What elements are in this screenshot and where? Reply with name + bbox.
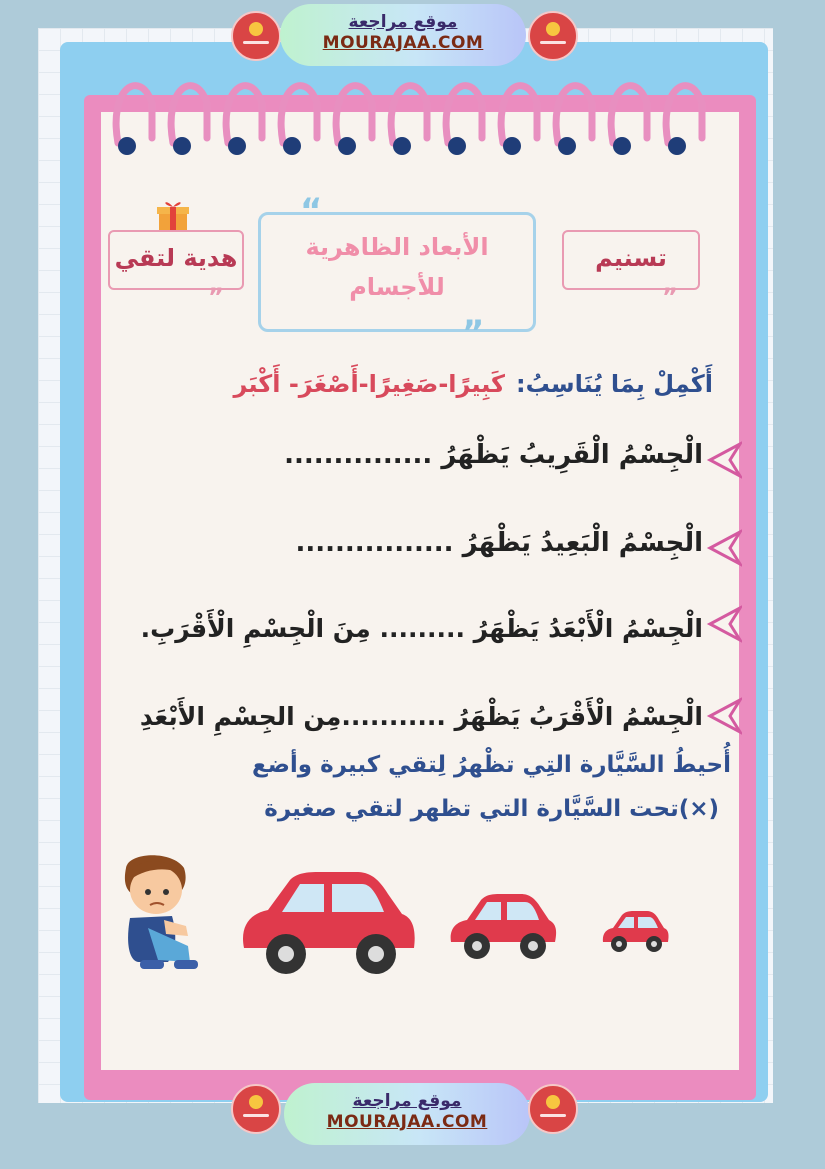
- exercise-item-1: الْجِسْمُ الْقَرِيبُ يَظْهَرُ ...............: [284, 440, 703, 470]
- exercise-item-3: الْجِسْمُ الْأَبْعَدُ يَظْهَرُ ......... مِنَ الْجِسْمِ الْأَقْرَبِ.: [140, 614, 703, 643]
- right-tag-text: تسنيم: [595, 244, 667, 272]
- word-bank: كَبِيرًا-صَغِيرًا-أَصْغَرَ- أَكْبَر: [233, 370, 505, 398]
- title-line-1: الأبعاد الظاهرية: [305, 233, 489, 261]
- pointer-arrow-1: [706, 440, 742, 480]
- title-line-2: للأجسام: [349, 273, 445, 301]
- site-logo-right[interactable]: [528, 11, 578, 61]
- site-banner-top[interactable]: [280, 4, 526, 66]
- exercise-item-2: الْجِسْمُ الْبَعِيدُ يَظْهَرُ ................: [295, 528, 703, 558]
- exercise-item-4: الْجِسْمُ الْأَقْرَبُ يَظْهَرُ ...........مِن الجِسْمِ الأَبْعَدِ: [139, 702, 703, 731]
- banner-bottom-url[interactable]: MOURAJAA.COM: [326, 1112, 488, 1132]
- task-line-2: (×)تحت السَّيَّارة التي تظهر لتقي صغيرة: [264, 796, 719, 822]
- banner-bottom-title[interactable]: موقع مراجعة: [352, 1091, 462, 1111]
- right-tag: [562, 230, 700, 290]
- car-small: [600, 910, 670, 954]
- site-logo-bottom-left[interactable]: [231, 1084, 281, 1134]
- car-large: [238, 870, 418, 982]
- boy-illustration: [118, 850, 206, 975]
- task-line-1: أُحيطُ السَّيَّارة التِي تظْهرُ لِتقي كبيرة وأضع: [251, 752, 731, 778]
- banner-url[interactable]: MOURAJAA.COM: [322, 33, 484, 53]
- site-logo-left[interactable]: [231, 11, 281, 61]
- site-logo-bottom-right[interactable]: [528, 1084, 578, 1134]
- car-medium: [447, 892, 559, 962]
- pointer-arrow-3: [706, 604, 742, 644]
- pointer-arrow-4: [706, 696, 742, 736]
- left-tag-quote: ”: [208, 283, 224, 311]
- spiral-binding: [0, 58, 825, 168]
- right-tag-quote: ”: [662, 283, 678, 311]
- instruction-text: أَكْمِلْ بِمَا يُنَاسِبُ:: [516, 370, 713, 398]
- pointer-arrow-2: [706, 528, 742, 568]
- site-banner-bottom[interactable]: [284, 1083, 530, 1145]
- title-quote-open: “: [300, 191, 323, 231]
- title-quote-close: ”: [462, 313, 485, 353]
- left-tag-text: هدية لتقي: [114, 244, 238, 272]
- gift-icon: [156, 198, 190, 232]
- left-tag: [108, 230, 244, 290]
- banner-title[interactable]: موقع مراجعة: [348, 12, 458, 32]
